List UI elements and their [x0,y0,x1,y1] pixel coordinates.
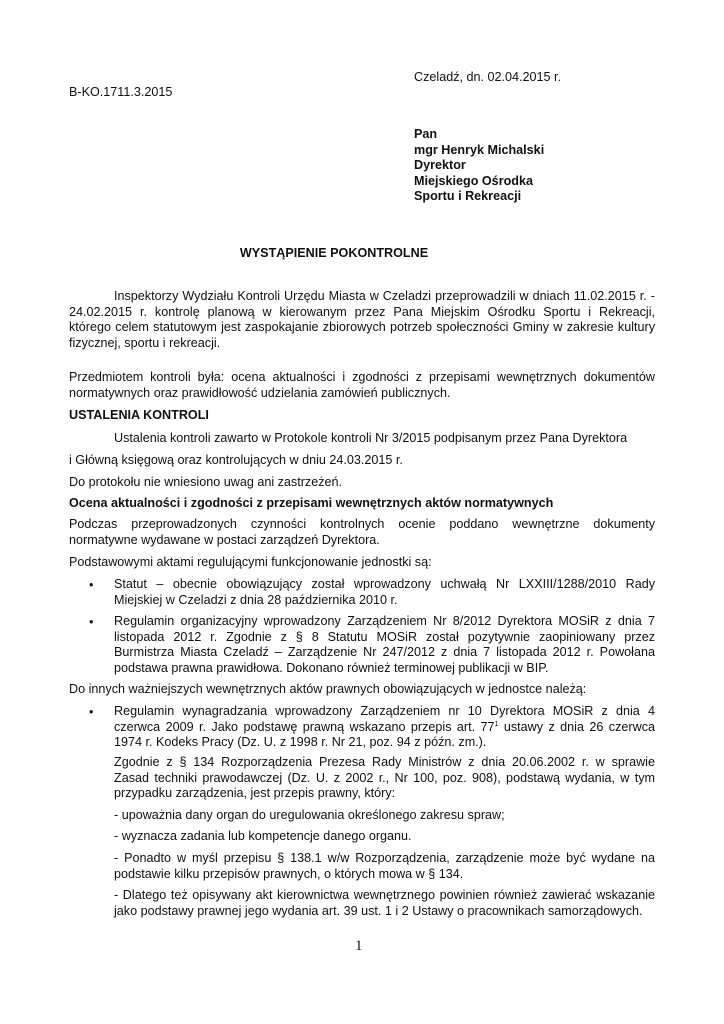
document-title: WYSTĄPIENIE POKONTROLNE [239,246,429,260]
page-number: 1 [355,938,363,954]
assessment-paragraph [69,517,655,548]
addressee-line-2: mgr Henryk Michalski [414,142,545,157]
addressee-line-5: Sportu i Rekreacji [414,189,522,204]
intro-paragraph [69,289,655,351]
bullet-marker: • [89,578,94,592]
bullet-3 [114,704,655,751]
dash-3-line-2: podstawie kilku przepisów prawnych, o których mowa w § 134. [114,866,464,881]
other-acts-intro: Do innych ważniejszych wewnętrznych aktów prawnych obowiązujących w jednostce należą: [69,682,587,696]
addressee-block [414,127,544,205]
assessment-line-2: normatywne wydawane w postaci zarządzeń Dyrektora. [69,532,380,547]
bullet-2-line-3: Burmistrza Miasta Czeladź – Zarządzenie Nr 247/2012 z dnia 7 listopada 2012 r. Powołana [114,645,655,659]
bullet-marker: • [89,615,94,629]
bullet-3-line-3: 1974 r. Kodeks Pracy (Dz. U. z 1998 r. Nr 21, poz. 94 z późn. zm.). [114,735,487,749]
dash-item-2: - wyznacza zadania lub kompetencje danego organu. [114,829,412,843]
bullet-2 [114,614,655,676]
dash-4-line-2: jako podstawy prawnej jego wydania art. 39 ust. 1 i 2 Ustawy o pracownikach samorządowych. [114,903,643,918]
subject-line-2: normatywnych oraz prawidłowość udzielania zamówień publicznych. [69,385,451,400]
intro-line-2: 24.02.2015 r. kontrolę planową w kierowanym przez Pana Miejskim Ośrodku Sportu i Rekreacji, [69,304,655,319]
dash-item-1: - upoważnia dany organ do uregulowania określonego zakresu spraw; [114,808,505,822]
assessment-line-1: Podczas przeprowadzonych czynności kontrolnych ocenie poddano wewnętrzne dokumenty [69,517,655,531]
bullet-3-line-1: Regulamin wynagradzania wprowadzony Zarządzeniem nr 10 Dyrektora MOSiR z dnia 4 [114,704,655,718]
bullet-2-line-1: Regulamin organizacyjny wprowadzony Zarządzeniem Nr 8/2012 Dyrektora MOSiR z dnia 7 [114,614,655,628]
bullet-1-line-1: Statut – obecnie obowiązujący został wprowadzony uchwałą Nr LXXIII/1288/2010 Rady [114,577,655,591]
bullet-2-line-4: podstawa prawna prawidłowa. Dokonano również terminowej publikacji w BIP. [114,660,549,675]
subject-line-1: Przedmiotem kontroli była: ocena aktualności i zgodności z przepisami wewnętrznych dokumentów [69,370,655,384]
bullet-1 [114,577,655,608]
addressee-line-4: Miejskiego Ośrodka [414,173,533,188]
findings-heading: USTALENIA KONTROLI [69,408,209,422]
bullet-2-line-2: listopada 2012 r. Zgodnie z § 8 Statutu MOSiR został pozytywnie zaopiniowany przez [114,629,655,644]
findings-line-3: Do protokołu nie wniesiono uwag ani zastrzeżeń. [69,475,343,489]
zgodnie-line-3: przypadku zarządzenia, jest przepis prawny, który: [114,786,396,800]
subject-paragraph [69,370,655,401]
reference-number: B-KO.1711.3.2015 [69,85,173,99]
intro-line-1: Inspektorzy Wydziału Kontroli Urzędu Miasta w Czeladzi przeprowadzili w dniach 11.02.2015 r. - [114,289,655,303]
bullet-1-line-2: Miejskiej w Czeladzi z dnia 28 października 2010 r. [114,592,398,607]
place-date: Czeladź, dn. 02.04.2015 r. [414,70,562,84]
assessment-line-3: Podstawowymi aktami regulującymi funkcjonowanie jednostki są: [69,555,432,569]
dash-item-4 [114,888,655,919]
bullet-3-line-2 [114,720,655,736]
bullet-3-line-2a: czerwca 2009 r. Jako podstawę prawną wskazano przepis art. 77 [114,719,495,734]
findings-line-2: i Główną księgową oraz kontrolujących w dniu 24.03.2015 r. [69,453,403,467]
findings-line-1: Ustalenia kontroli zawarto w Protokole kontroli Nr 3/2015 podpisanym przez Pana Dyrektora [114,431,628,445]
zgodnie-line-1: Zgodnie z § 134 Rozporządzenia Prezesa Rady Ministrów z dnia 20.06.2002 r. w sprawie [114,755,655,769]
zgodnie-line-2: Zasad techniki prawodawczej (Dz. U. z 2002 r., Nr 100, poz. 908), podstawą wydania, w tym [114,770,655,785]
bullet-marker: • [89,705,94,719]
dash-item-3 [114,851,655,882]
superscript: 1 [494,720,499,728]
intro-line-4: fizycznej, sportu i rekreacji. [69,335,221,350]
dash-3-line-1: - Ponadto w myśl przepisu § 138.1 w/w Rozporządzenia, zarządzenie może być wydane na [114,851,655,865]
intro-line-3: którego celem statutowym jest zaspokajanie zbiorowych potrzeb społeczności Gminy w zakresie kultury [69,320,655,334]
bullet-3-line-2b: ustawy z dnia 26 czerwca [498,719,655,734]
addressee-line-3: Dyrektor [414,158,466,173]
assessment-heading: Ocena aktualności i zgodności z przepisami wewnętrznych aktów normatywnych [69,496,554,510]
dash-4-line-1: - Dlatego też opisywany akt kierownictwa wewnętrznego powinien również zawierać wskazanie [114,888,655,902]
addressee-line-1: Pan [414,127,438,141]
paragraph-zgodnie [114,755,655,802]
